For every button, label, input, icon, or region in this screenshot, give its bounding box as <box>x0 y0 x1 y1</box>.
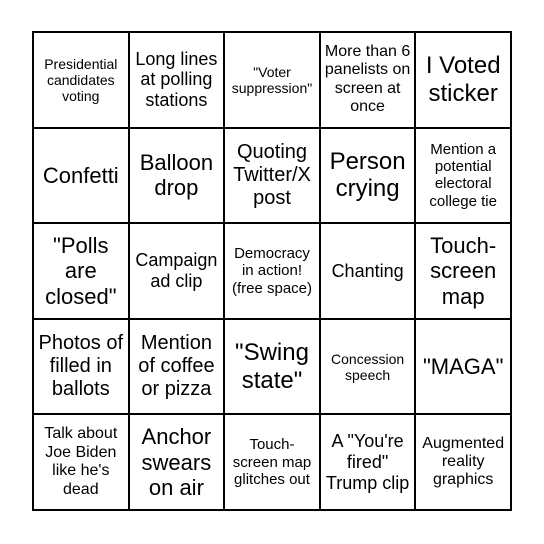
bingo-cell[interactable] <box>321 33 417 129</box>
bingo-cell-text: Campaign ad clip <box>135 250 218 291</box>
bingo-board <box>32 31 512 511</box>
bingo-cell-text: A "You're fired" Trump clip <box>325 431 410 493</box>
bingo-cell-text: Talk about Joe Biden like he's dead <box>44 425 118 498</box>
bingo-cell-text: Balloon drop <box>139 150 214 201</box>
bingo-cell-text: Anchor swears on air <box>141 424 212 500</box>
bingo-cell-text: "Polls are closed" <box>45 233 117 309</box>
bingo-cell[interactable] <box>416 224 512 320</box>
bingo-cell-text: Concession speech <box>331 350 405 383</box>
bingo-cell-text: Photos of filled in ballots <box>38 332 124 401</box>
bingo-cell[interactable] <box>225 33 321 129</box>
bingo-cell[interactable] <box>34 129 130 225</box>
bingo-cell-text: I Voted sticker <box>425 52 501 107</box>
bingo-cell-text: "MAGA" <box>422 353 504 379</box>
bingo-cell-text: Person crying <box>329 147 406 203</box>
bingo-cell-text: More than 6 panelists on screen at once <box>324 43 411 116</box>
bingo-cell[interactable] <box>321 415 417 511</box>
bingo-cell-text: Quoting Twitter/X post <box>233 140 311 209</box>
bingo-cell-text: Confetti <box>42 162 119 188</box>
bingo-cell[interactable] <box>130 224 226 320</box>
bingo-cell-text: Mention a potential electoral college tie <box>429 140 497 210</box>
bingo-cell-text: Presidential candidates voting <box>44 55 118 104</box>
bingo-cell[interactable] <box>321 224 417 320</box>
bingo-cell[interactable] <box>130 129 226 225</box>
bingo-cell[interactable] <box>34 320 130 416</box>
bingo-cell-text: Long lines at polling stations <box>135 48 218 111</box>
bingo-cell[interactable] <box>130 33 226 129</box>
bingo-cell[interactable] <box>416 129 512 225</box>
bingo-cell[interactable] <box>225 320 321 416</box>
bingo-cell[interactable] <box>34 415 130 511</box>
bingo-cell-text: Chanting <box>331 260 404 281</box>
bingo-cell-text: Mention of coffee or pizza <box>138 332 215 401</box>
bingo-cell[interactable] <box>321 320 417 416</box>
bingo-cell-text: Touch-screen map glitches out <box>232 436 312 488</box>
bingo-cell[interactable] <box>130 320 226 416</box>
bingo-cell[interactable] <box>225 415 321 511</box>
bingo-cell-text: "Swing state" <box>235 339 309 394</box>
bingo-cell-text: "Voter suppression" <box>231 63 313 96</box>
bingo-cell[interactable] <box>416 320 512 416</box>
bingo-cell[interactable] <box>321 129 417 225</box>
bingo-cell[interactable] <box>416 415 512 511</box>
bingo-cell-text: Touch-screen map <box>430 233 497 309</box>
bingo-cell[interactable] <box>130 415 226 511</box>
bingo-cell-text: Democracy in action! (free space) <box>231 245 313 297</box>
bingo-cell[interactable] <box>416 33 512 129</box>
bingo-cell[interactable] <box>225 129 321 225</box>
bingo-cell[interactable] <box>225 224 321 320</box>
bingo-cell[interactable] <box>34 33 130 129</box>
bingo-cell[interactable] <box>34 224 130 320</box>
bingo-cell-text: Augmented reality graphics <box>422 434 505 489</box>
